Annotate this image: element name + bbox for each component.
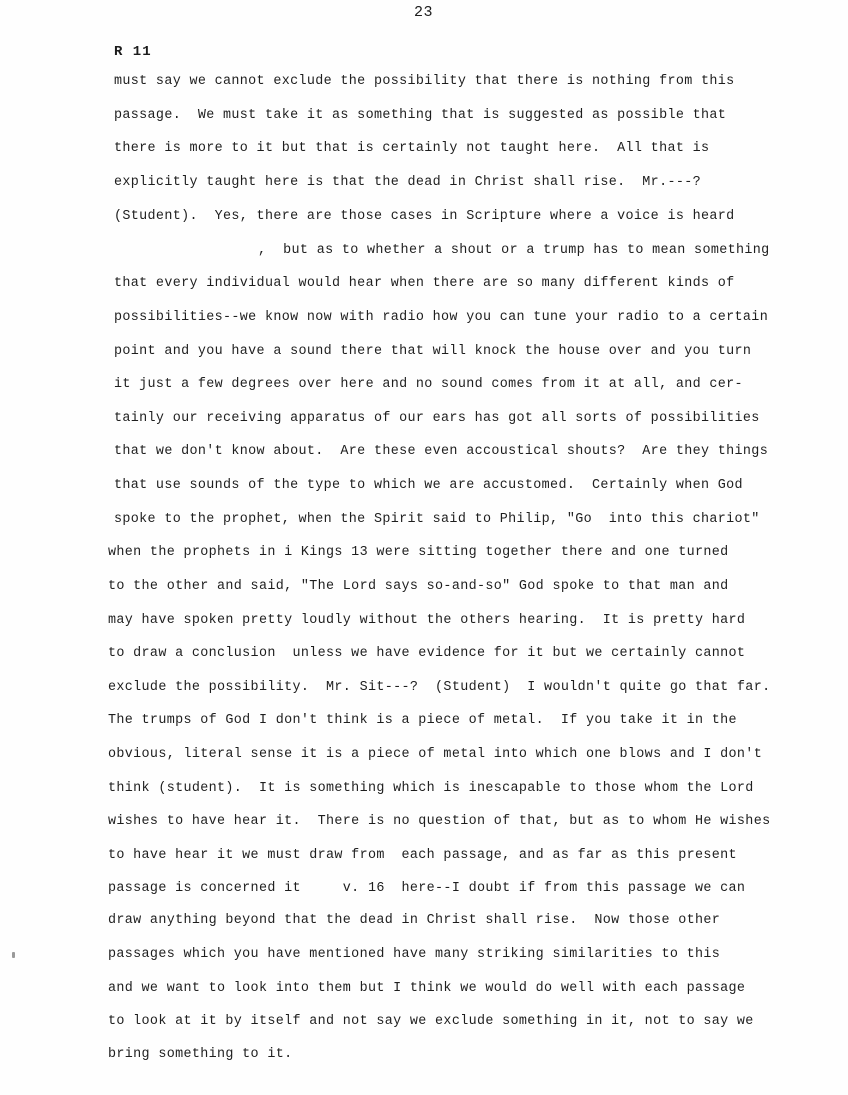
text-line: that we don't know about. Are these even accoustical shouts? Are they things [114,444,769,459]
text-line: that use sounds of the type to which we are accustomed. Certainly when God [114,478,743,493]
text-line: , but as to whether a shout or a trump has to mean something [258,243,770,258]
text-line: possibilities--we know now with radio how you can tune your radio to a certain [114,310,769,325]
text-line: wishes to have hear it. There is no question of that, but as to whom He wishes [108,814,771,829]
text-line: passage. We must take it as something that is suggested as possible that [114,108,727,123]
text-line: may have spoken pretty loudly without the others hearing. It is pretty hard [108,613,746,628]
text-line: exclude the possibility. Mr. Sit---? (Student) I wouldn't quite go that far. [108,680,771,695]
margin-mark [12,952,15,958]
text-line: it just a few degrees over here and no sound comes from it at all, and cer- [114,377,743,392]
text-line: when the prophets in i Kings 13 were sitting together there and one turned [108,545,729,560]
text-line: tainly our receiving apparatus of our ears has got all sorts of possibilities [114,411,760,426]
text-line: think (student). It is something which is inescapable to those whom the Lord [108,781,754,796]
text-line: to draw a conclusion unless we have evidence for it but we certainly cannot [108,646,746,661]
text-line: passages which you have mentioned have many striking similarities to this [108,947,721,962]
text-line: to look at it by itself and not say we exclude something in it, not to say we [108,1014,754,1029]
text-line: obvious, literal sense it is a piece of metal into which one blows and I don't [108,747,763,762]
text-line: there is more to it but that is certainly not taught here. All that is [114,141,710,156]
text-line: spoke to the prophet, when the Spirit said to Philip, "Go into this chariot" [114,512,760,527]
text-line: must say we cannot exclude the possibility that there is nothing from this [114,74,735,89]
text-line: to the other and said, "The Lord says so-and-so" God spoke to that man and [108,579,729,594]
text-line: to have hear it we must draw from each passage, and as far as this present [108,848,737,863]
text-line: passage is concerned it v. 16 here--I doubt if from this passage we can [108,881,746,896]
page-number: 23 [414,4,434,21]
text-line: bring something to it. [108,1047,293,1062]
text-line: (Student). Yes, there are those cases in Scripture where a voice is heard [114,209,735,224]
text-line: explicitly taught here is that the dead in Christ shall rise. Mr.---? [114,175,701,190]
text-line: The trumps of God I don't think is a piece of metal. If you take it in the [108,713,737,728]
reference-label: R 11 [114,44,152,60]
text-line: that every individual would hear when there are so many different kinds of [114,276,735,291]
text-line: point and you have a sound there that will knock the house over and you turn [114,344,752,359]
text-line: and we want to look into them but I think we would do well with each passage [108,981,746,996]
text-line: draw anything beyond that the dead in Christ shall rise. Now those other [108,913,721,928]
